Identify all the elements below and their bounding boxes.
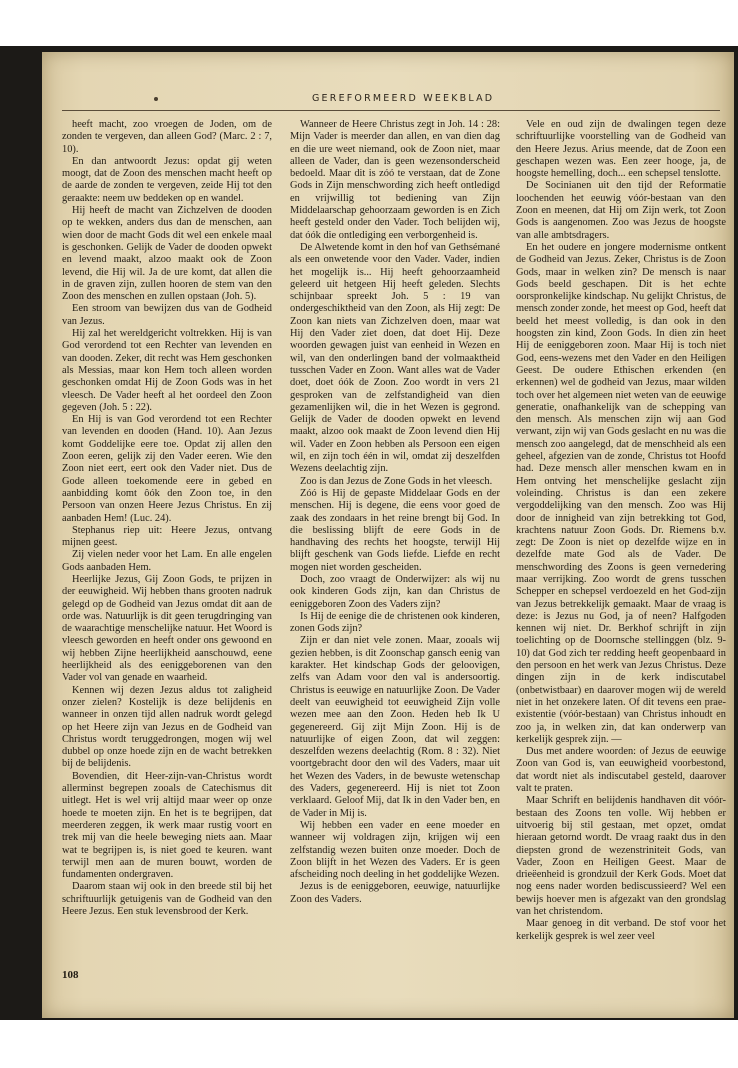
paragraph: Zijn er dan niet vele zonen. Maar, zooals wij gezien hebben, is dit Zoonschap gansch eenig van karakter. Het kindschap Gods der geloovigen, zelfs van Adam voor den val is andersoortig. Christus is eeuwige en natuurlijke Zoon. De Vader deelt van eeuwigheid tot eeuwigheid Zijn volle wezen mee aan den Zoon. Heden heb Ik U gegenereerd. Gij zijt Mijn Zoon. Hij is de natuurlijke of eigen Zoon, dat wil zeggen: deszelfden wezens deelachtig (Rom. 8 : 32). Niet voortgebracht door den wil des Vaders, maar uit het Wezen des Vaders, in de bewuste wetenschap des Vaders, gegenereerd. Hij is niet tot Zoon verklaard. Geloof Mij, dat Ik in den Vader ben, en de Vader in Mij is. [290, 635, 500, 819]
paragraph: Kennen wij dezen Jezus aldus tot zaligheid onzer zielen? Kostelijk is deze belijdenis en wanneer in onzen tijd allen nadruk wordt gelegd op het Heere zijn van Jezus en de Godheid van Christus wordt teruggedrongen, mogen wij wel dubbel op onze hoede zijn en de wacht betrekken bij de belijdenis. [62, 684, 272, 770]
paragraph: Dus met andere woorden: of Jezus de eeuwige Zoon van God is, van eeuwigheid voorbestond, dat wordt niet als indiscutabel gesteld, daarover valt te praten. [516, 746, 726, 795]
paragraph: Zij vielen neder voor het Lam. En alle engelen Gods aanbaden Hem. [62, 549, 272, 573]
text-column-3 [516, 119, 726, 961]
magazine-page [42, 52, 734, 1018]
text-column-1 [62, 119, 272, 961]
page-number: 108 [62, 969, 79, 981]
paragraph: En dan antwoordt Jezus: opdat gij weten moogt, dat de Zoon des menschen macht heeft op de aarde de zonden te vergeven, zeide Hij tot den geraakte: neem uw beddeken op en wandel. [62, 155, 272, 204]
ornament-dot [154, 97, 158, 101]
paragraph: Zoo is dan Jezus de Zone Gods in het vleesch. [300, 475, 493, 487]
paragraph: En Hij is van God verordend tot een Rechter van levenden en dooden (Hand. 10). Aan Jezus komt Goddelijke eere toe. Opdat zij allen den Zoon eeren, gelijk zij den Vader eeren. Wie den Zoon niet eert, eert ook den Vader niet. Dus de Gode alleen toekomende eere in gebed en aanbidding komt ôók den Zoon toe, in den Persoon van onzen Heere Jezus Christus. En zij aanbaden Hem! (Luc. 24). [62, 414, 272, 524]
paragraph: Maar genoeg in dit verband. De stof voor het kerkelijk gesprek is wel zeer veel [516, 918, 726, 942]
magazine-title: GEREFORMEERD WEEKBLAD [312, 93, 495, 104]
paragraph: Jezus is de eeniggeboren, eeuwige, natuurlijke Zoon des Vaders. [290, 881, 500, 905]
paragraph: De Alwetende komt in den hof van Gethsémané als een onwetende voor den Vader. Vader, indien het mogelijk is... Hij heeft gehoorzaamheid geleerd uit hetgeen Hij heeft geleden. Slechts schijnbaar spreekt Joh. 5 : 19 van ondergeschiktheid van den Zoon, als Hij zegt: De Zoon kan niets van Zichzelven doen, maar wat Hij den Vader ziet doen, dat doet Hij. Deze woorden gewagen juist van eenheid in Wezen en wil, van den onderlingen band der volmaaktheid tusschen Vader en Zoon. Want alles wat de Vader doet, doet óók de Zoon. Zoo wordt in vers 21 gesproken van de zelfstandigheid van dien gezamenlijken wil, die in het Wezen is gegrond. Gelijk de Vader de dooden opwekt en levend maakt, alzoo ook maakt de Zoon levend dien Hij wil. Vader en Zoon hebben als Persoon een eigen wil, en zijn toch één in wil, omdat zij deszelfden Wezens deelachtig zijn. [290, 241, 500, 475]
paragraph: Doch, zoo vraagt de Onderwijzer: als wij nu ook kinderen Gods zijn, kan dan Christus de eeniggeboren Zoon des Vaders zijn? [290, 573, 500, 610]
paragraph: Hij heeft de macht van Zichzelven de dooden op te wekken, anders dus dan de menschen, aan wien door de macht Gods dit wel een enkele maal is geschonken. Gelijk de Vader de dooden opwekt en levend maakt, alzoo maakt ook de Zoon levend, die Hij wil. Ja de ure komt, dat allen die in de graven zijn, zullen hooren de stem van den Zoon des menschen en zullen opstaan (Joh. 5). [62, 205, 272, 303]
paragraph: En het oudere en jongere modernisme ontkent de Godheid van Jezus. Zeker, Christus is de Zoon Gods, maar in welken zin? De mensch is naar Gods beeld geschapen. Dit is het echte oorspronkelijke kindschap. Nu gelijkt Christus, de mensch zonder zonde, het meest op God, heeft dat beeld het meest volledig, is dan ook in den hoogsten zin kind, Zoon Gods. In dien zin heet Hij de eeniggeboren zoon. Maar Hij is toch niet God, eens-wezens met den Vader en den Heiligen Geest. De oudere Ethischen erkenden (en erkennen) wel de godheid van Jezus, maar wilden toch over het algemeen niet weten van de eeuwige generatie, onafhankelijk van de schepping van den mensch. Als menschen zijn wij aan God verwant, zijn wij van Gods geslacht en nu was die mensch zoo aangelegd, dat de menschheid als een geheel, afgezien van de zonde, Christus tot Hoofd had. Deze mensch aller menschen kwam en in Hem ontving het menschelijke geslacht zijn voleinding. Christus is dan een zekere vergoddelijking van den mensch. Zoo was Hij door de innigheid van zijn betrekking tot God, krachtens natuur Zoon Gods. Dr. Riemens b.v. zegt: De Zoon is niet op dezelfde wijze en in dezelfde mate God als de Vader. De menschwording des Zoons is geen vernedering maar verrijking. Zoo wordt de grens tusschen Schepper en schepsel verdoezeld en het God-zijn van Jezus betrekkelijk gemaakt. Maar de vraag is deze: is Jezus nu God, ja of neen? Halfgoden kennen wij niet. Dr. Berkhof schrijft in zijn toelichting op de Doornsche stellinggen (blz. 9-10) dat God zich ter redding heeft geopenbaard in den persoon en het werk van Jezus Christus. Deze dingen zijn in de kerk indiscutabel (onbetwistbaar) en daarover mogen wij de wereld niet in het onzekere laten. Of dit tevens een prae-existentie (vóór-bestaan) van Christus inhoudt en zoo ja, in welken zin, dat kan onderwerp van kerkelijk gesprek zijn. — [516, 241, 726, 745]
paragraph: De Socinianen uit den tijd der Reformatie loochenden het eeuwig vóór-bestaan van den Zoon en meenen, dat Hij om Zijn werk, tot Zoon Gods is aangenomen. Zoo was Jezus de hoogste van alle ambtsdragers. [516, 180, 726, 241]
paragraph: Een stroom van bewijzen dus van de Godheid van Jezus. [62, 303, 272, 327]
paragraph: Bovendien, dit Heer-zijn-van-Christus wordt allerminst begrepen zooals de Catechismus dit uitlegt. Het is wel vrij altijd maar weer op onze hoede te moeten zijn. En het is te begrijpen, dat meerderen zeggen, ik werk maar rustig voort en trek mij van die heele beweging niets aan. Maar wat te begrijpen is, is niet goed te keuren. want terwijl men aan de muren bouwt, worden de fundamenten ondergraven. [62, 770, 272, 881]
paragraph: Stephanus riep uit: Heere Jezus, ontvang mijnen geest. [62, 524, 272, 549]
paragraph: Zóó is Hij de gepaste Middelaar Gods en der menschen. Hij is degene, die eens voor goed de zaak des zondaars in het reine brengt bij God. In die beslissing blijft de eere Gods in de handhaving des rechts het hoogste, terwijl Hij blijft geschenk van Gods liefde. Liefde en recht mogen niet worden gescheiden. [290, 487, 500, 573]
paragraph: Wij hebben een vader en eene moeder en wanneer wij voldragen zijn, krijgen wij een zelfstandig wezen buiten onze moeder. Doch de Zoon blijft in het Wezen des Vaders. Er is geen afscheiding noch deeling in het goddelijke Wezen. [290, 819, 500, 881]
paragraph: Maar Schrift en belijdenis handhaven dit vóór-bestaan des Zoons ten volle. Wij hebben er uitvoerig bij stil gestaan, met opzet, omdat hieraan getornd wordt. De vraag raakt dus in den diepsten grond de wezenstriniteit Gods, van Vader, Zoon en Heiligen Geest. Maar de drieëenheid is grondzuil der Kerk Gods. Moet dat nog eens nader worden bediscussieerd? Wel een bewijs hoever men is afgezakt van den grondslag van het christendom. [516, 795, 726, 917]
running-header [62, 94, 720, 108]
header-rule [62, 110, 720, 111]
paragraph: Hij zal het wereldgericht voltrekken. Hij is van God verordend tot een Rechter van levenden en van dooden. Zeker, dit recht was Hem geschonken als Messias, maar kon Hem toch alleen worden geschonken omdat Hij de Zoon Gods was in het vleesch. De Vader heeft al het oordeel den Zoon gegeven (Joh. 5 : 22). [62, 328, 272, 413]
paragraph: Heerlijke Jezus, Gij Zoon Gods, te prijzen in der eeuwigheid. Wij hebben thans grooten nadruk gelegd op de Godheid van Jezus omdat dit aan de orde was. Natuurlijk is dit geen terugdringing van de waarachtige menschelijke natuur. Het Woord is vleesch geworden en heeft onder ons gewoond en wij hebben Zijne heerlijkheid aanschouwd, eene heerlijkheid als des eeniggeborenen van den Vader vol van genade en waarheid. [62, 573, 272, 684]
paragraph: Is Hij de eenige die de christenen ook kinderen, zonen Gods zijn? [290, 610, 500, 635]
text-column-2 [290, 119, 500, 961]
paragraph: Vele en oud zijn de dwalingen tegen deze schriftuurlijke voorstelling van de Godheid van den Heere Jezus. Arius meende, dat de Zoon een geschapen wezen was. Een zeer hooge, ja, de hoogste hemelling, doch... een schepsel tenslotte. [516, 119, 726, 180]
paragraph: Daarom staan wij ook in den breede stil bij het schriftuurlijk getuigenis van de Godheid van den Heere Jezus. Een stuk levensbrood der Kerk. [62, 881, 272, 917]
paragraph: heeft macht, zoo vroegen de Joden, om de zonden te vergeven, dan alleen God? (Marc. 2 : 7, 10). [62, 119, 272, 155]
paragraph: Wanneer de Heere Christus zegt in Joh. 14 : 28: Mijn Vader is meerder dan allen, en van dien dag en die ure weet niemand, ook de Zoon niet, maar alleen de Vader, dan is geen wezensonderscheid bedoeld. Maar dit is zóó te verstaan, dat de Zone Gods in Zijn menschwording zich heeft ontledigd en vrijwillig tot bediening van Zijn Middelaarschap gehoorzaam geworden is en Zich heeft gesteld onder den Vader. Toch belijden wij, dat óók die ontlediging een verborgenheid is. [290, 119, 500, 241]
